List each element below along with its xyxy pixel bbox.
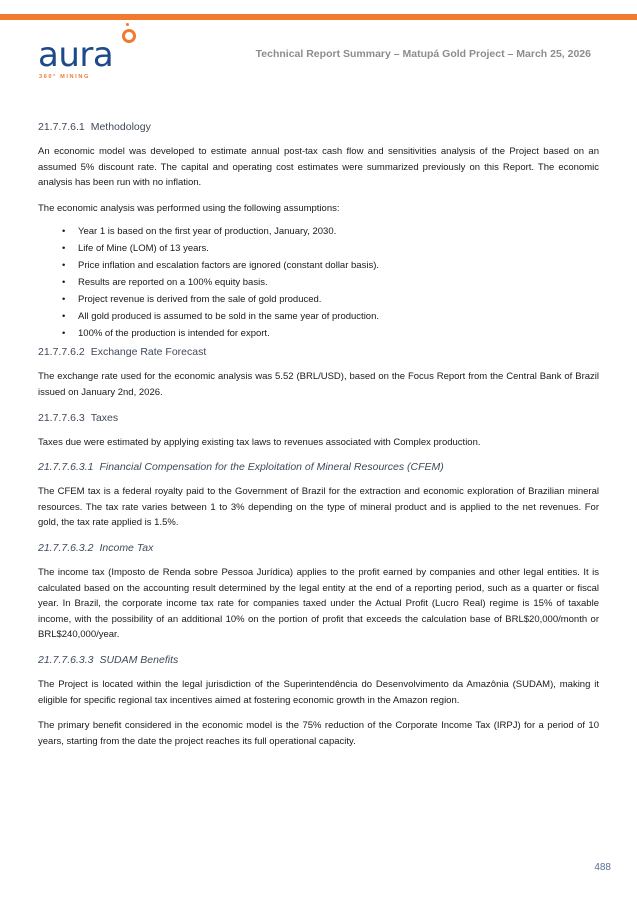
paragraph: The economic analysis was performed using the following assumptions: xyxy=(38,202,340,214)
heading-taxes xyxy=(38,411,599,425)
heading-title: Taxes xyxy=(90,411,119,424)
page-number: 488 xyxy=(594,862,611,873)
heading-title: Income Tax xyxy=(99,541,154,554)
heading-title: Financial Compensation for the Exploitation of Mineral Resources (CFEM) xyxy=(99,461,444,474)
heading-cfem xyxy=(38,460,599,474)
aura-logo xyxy=(38,24,133,84)
logo-tagline: 360° MINING xyxy=(39,74,90,80)
paragraph: The income tax (Imposto de Renda sobre Pessoa Jurídica) applies to the profit earned by companies and other legal entities. It is calculated based on the accounting result determined by the legal entity at the end of a reporting period, such as a quarter or fiscal year. In Brazil, the corporate income tax rate for companies taxed under the Actual Profit (Lucro Real) regime is 15% of taxable income, with the possibility of an additional 10% on the portion of profit that exceeds the calculation base of BRL$20,000/month or BRL$240,000/year. xyxy=(38,566,599,641)
heading-sudam xyxy=(38,653,599,667)
bullet-icon: • xyxy=(62,226,66,238)
report-header-title: Technical Report Summary – Matupá Gold Project – March 25, 2026 xyxy=(255,48,591,60)
heading-title: Methodology xyxy=(90,121,151,133)
bullet-icon: • xyxy=(62,243,66,255)
list-item: • 100% of the production is intended for export. xyxy=(62,328,270,340)
paragraph: Taxes due were estimated by applying existing tax laws to revenues associated with Complex production. xyxy=(38,436,481,448)
heading-number: 21.7.7.6.1 xyxy=(38,121,85,133)
bullet-icon: • xyxy=(62,328,66,340)
page-content xyxy=(38,120,599,759)
assumptions-list xyxy=(38,226,599,339)
paragraph: The Project is located within the legal jurisdiction of the Superintendência do Desenvolvimento da Amazônia (SUDAM), making it eligible for specific regional tax incentives aimed at fostering economic growth in the Amazon region. xyxy=(38,678,599,706)
paragraph: The primary benefit considered in the economic model is the 75% reduction of the Corporate Income Tax (IRPJ) for a period of 10 years, starting from the date the project reaches its full operational capacity. xyxy=(38,720,599,747)
heading-number: 21.7.7.6.2 xyxy=(38,346,85,359)
logo-wordmark: aura xyxy=(38,35,114,75)
paragraph: The CFEM tax is a federal royalty paid to the Government of Brazil for the extraction and economic exploration of Brazilian mineral resources. The tax rate varies between 1 to 3% depending on the type of mineral product and is applied to the net revenues. For gold, the tax rate applied is 1.5%. xyxy=(38,486,599,529)
bullet-icon: • xyxy=(62,260,66,272)
heading-exchange-rate xyxy=(38,345,599,359)
heading-number: 21.7.7.6.3.2 xyxy=(38,541,94,554)
list-item: • Year 1 is based on the first year of production, January, 2030. xyxy=(62,226,337,238)
bullet-icon: • xyxy=(62,294,66,306)
heading-title: SUDAM Benefits xyxy=(99,653,179,666)
list-item: • Project revenue is derived from the sale of gold produced. xyxy=(62,294,322,306)
paragraph: An economic model was developed to estimate annual post-tax cash flow and sensitivities analysis of the Project based on an assumed 5% discount rate. The capital and operating cost estimates were summarized previously on this Report. The economic analysis has been run with no inflation. xyxy=(38,146,599,189)
heading-methodology xyxy=(38,120,599,134)
bullet-icon: • xyxy=(62,277,66,289)
accent-bar xyxy=(0,14,637,20)
list-item: • Results are reported on a 100% equity basis. xyxy=(62,277,268,289)
logo-circle-icon xyxy=(122,29,136,43)
heading-number: 21.7.7.6.3.3 xyxy=(38,653,94,666)
heading-income-tax xyxy=(38,541,599,555)
heading-title: Exchange Rate Forecast xyxy=(90,346,207,359)
logo-dot-icon xyxy=(126,23,129,26)
bullet-icon: • xyxy=(62,311,66,323)
list-item: • Life of Mine (LOM) of 13 years. xyxy=(62,243,209,255)
heading-number: 21.7.7.6.3.1 xyxy=(38,461,94,474)
list-item: • All gold produced is assumed to be sold in the same year of production. xyxy=(62,311,380,323)
paragraph: The exchange rate used for the economic analysis was 5.52 (BRL/USD), based on the Focus Report from the Central Bank of Brazil issued on January 2nd, 2026. xyxy=(38,371,599,398)
list-item: • Price inflation and escalation factors are ignored (constant dollar basis). xyxy=(62,260,379,272)
heading-number: 21.7.7.6.3 xyxy=(38,411,85,424)
